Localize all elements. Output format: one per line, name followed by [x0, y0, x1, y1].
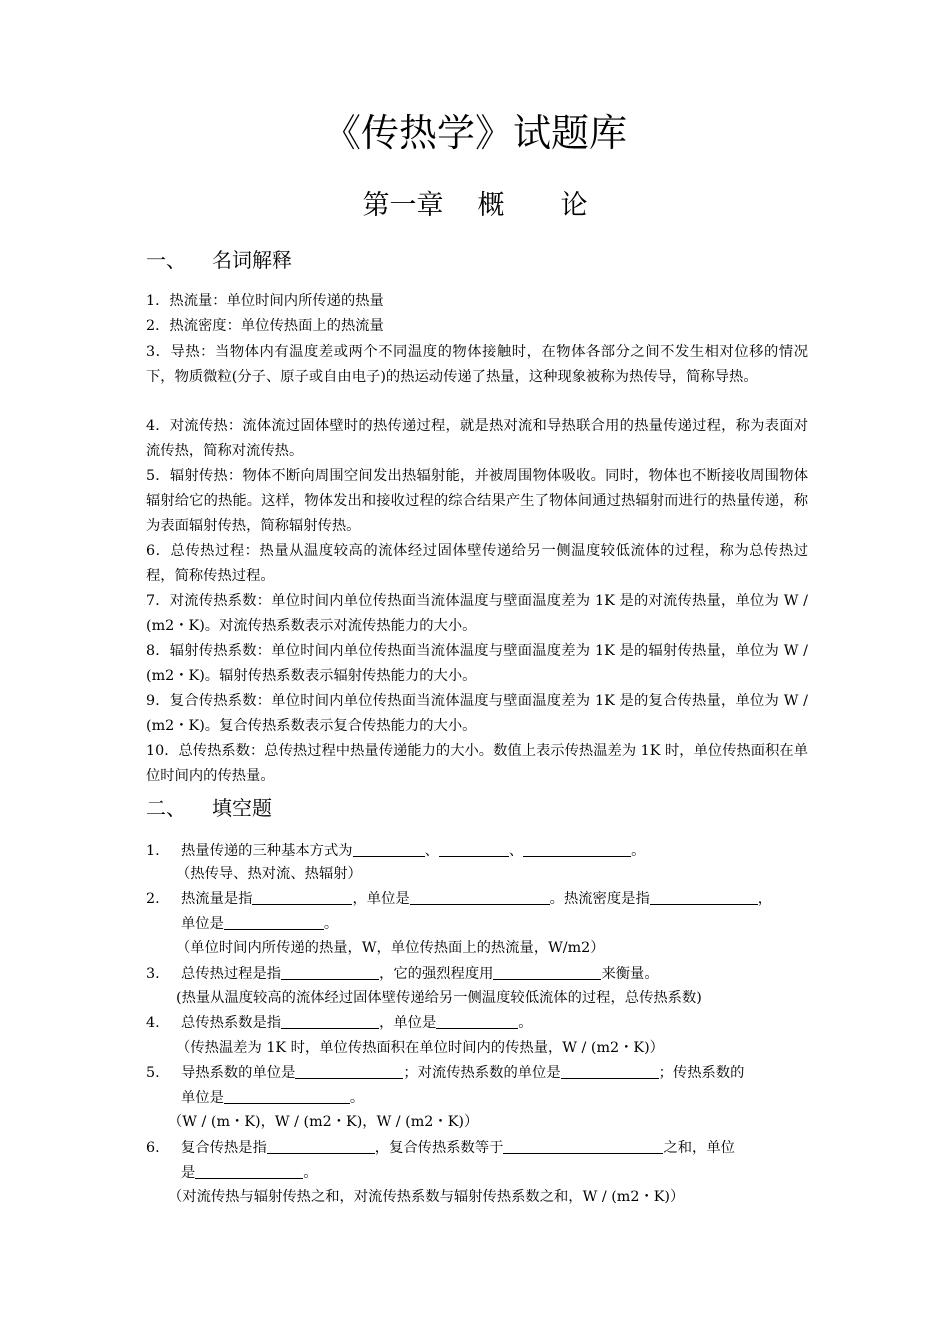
answer-blank: [493, 963, 601, 980]
chapter-heading: [0, 186, 950, 226]
question-text: ，单位是: [352, 891, 410, 907]
answer-blank: [295, 1062, 403, 1079]
answer-text: (热量从温度较高的流体经过固体壁传递给另一侧温度较低流体的过程，总传热系数): [176, 990, 702, 1006]
section-heading-fill-blank: [146, 793, 272, 823]
question-number: 6.: [146, 1140, 160, 1156]
question-text: ；传热系数的: [658, 1065, 745, 1081]
answer-text: （对流传热与辐射传热之和，对流传热系数与辐射传热系数之和，W / (m2・K)）: [168, 1189, 685, 1205]
question-text: ，单位是: [379, 1015, 437, 1031]
separator: 、: [508, 843, 524, 859]
question-number: 5.: [146, 1065, 160, 1081]
answer-blank: [281, 1012, 379, 1029]
question-number: 1.: [146, 843, 160, 859]
definition-item: 10．总传热系数：总传热过程中热量传递能力的大小。数值上表示传热温差为 1K 时，单位传热面积在单位时间内的传热量。: [146, 743, 808, 784]
question-text: 来衡量。: [601, 966, 659, 982]
document-title: 《传热学》试题库: [322, 111, 627, 155]
punctuation: ，: [757, 891, 773, 907]
answer-blank: [503, 1137, 663, 1154]
question-text: 总传热过程是指: [181, 966, 282, 982]
chapter-label: 第一章: [362, 190, 444, 221]
answer-blank: [252, 888, 352, 905]
answer-blank: [281, 963, 379, 980]
question-text: 单位是: [181, 916, 224, 932]
chapter-word-1: 概: [477, 190, 505, 221]
question-text: ，它的强烈程度用: [379, 966, 494, 982]
question-text: ；对流传热系数的单位是: [403, 1065, 561, 1081]
answer-text: （热传导、热对流、热辐射）: [176, 866, 362, 882]
question-6: [146, 1136, 808, 1186]
answer-text: （W / (m・K)，W / (m2・K)，W / (m2・K)）: [168, 1114, 479, 1130]
question-number: 2.: [146, 891, 160, 907]
answer-text: （传热温差为 1K 时，单位传热面积在单位时间内的传热量，W / (m2・K)）: [176, 1040, 664, 1056]
question-text: 复合传热是指: [181, 1140, 267, 1156]
punctuation: 。: [631, 843, 646, 859]
definition-item: 6．总传热过程：热量从温度较高的流体经过固体壁传递给另一侧温度较低流体的过程，称为总传热过程，简称传热过程。: [146, 543, 808, 584]
definition-item: 7．对流传热系数：单位时间内单位传热面当流体温度与壁面温度差为 1K 是的对流传热量，单位为 W / (m2・K)。对流传热系数表示对流传热能力的大小。: [146, 593, 808, 634]
section-title: 名词解释: [212, 248, 292, 272]
definition-item: 1．热流量：单位时间内所传递的热量: [146, 293, 384, 309]
definition-item: 3．导热：当物体内有温度差或两个不同温度的物体接触时，在物体各部分之间不发生相对位移的情况下，物质微粒(分子、原子或自由电子)的热运动传递了热量，这种现象被称为热传导，简称导热。: [146, 344, 808, 385]
question-3: [146, 962, 808, 987]
answer-blank: [353, 840, 425, 857]
punctuation: 。: [349, 1090, 365, 1106]
section-title: 填空题: [212, 796, 272, 820]
section-number: 一、: [146, 248, 186, 272]
punctuation: 。: [518, 1015, 533, 1031]
answer-blank: [650, 888, 758, 905]
punctuation: 。: [303, 1165, 318, 1181]
answer-blank: [224, 1087, 350, 1104]
question-5: [146, 1061, 808, 1111]
answer-blank: [410, 888, 550, 905]
answer-blank: [267, 1137, 375, 1154]
definition-item: 4．对流传热：流体流过固体壁时的热传递过程，就是热对流和导热联合用的热量传递过程，称为表面对流传热，简称对流传热。: [146, 418, 808, 459]
definition-item: 8．辐射传热系数：单位时间内单位传热面当流体温度与壁面温度差为 1K 是的辐射传热量，单位为 W / (m2・K)。辐射传热系数表示辐射传热能力的大小。: [146, 643, 808, 684]
question-2: [146, 887, 808, 937]
question-text: 热流量是指: [181, 891, 253, 907]
definition-item: 2．热流密度：单位传热面上的热流量: [146, 318, 384, 334]
answer-blank: [523, 840, 631, 857]
question-text: 之和，单位: [663, 1140, 735, 1156]
definition-item: 9．复合传热系数：单位时间内单位传热面当流体温度与壁面温度差为 1K 是的复合传热量，单位为 W / (m2・K)。复合传热系数表示复合传热能力的大小。: [146, 693, 808, 734]
question-text: ，复合传热系数等于: [374, 1140, 504, 1156]
answer-blank: [561, 1062, 659, 1079]
question-text: 单位是: [181, 1090, 224, 1106]
question-number: 4.: [146, 1015, 160, 1031]
question-text: 是: [181, 1165, 196, 1181]
question-1: [146, 839, 808, 864]
question-text: 。热流密度是指: [549, 891, 650, 907]
section-number: 二、: [146, 796, 186, 820]
answer-text: （单位时间内所传递的热量，W，单位传热面上的热流量，W/m2）: [176, 940, 605, 956]
definition-item: 5．辐射传热：物体不断向周围空间发出热辐射能，并被周围物体吸收。同时，物体也不断接收周围物体辐射给它的热能。这样，物体发出和接收过程的综合结果产生了物体间通过热辐射而进行的热量传递，称为表面辐射传热，简称辐射传热。: [146, 468, 808, 534]
section-heading-terms: [146, 245, 292, 275]
chapter-word-2: 论: [560, 190, 588, 221]
answer-blank: [436, 1012, 518, 1029]
question-4: [146, 1011, 808, 1036]
question-text: 总传热系数是指: [181, 1015, 282, 1031]
question-number: 3.: [146, 966, 160, 982]
answer-blank: [224, 913, 324, 930]
punctuation: 。: [323, 916, 339, 932]
separator: 、: [424, 843, 439, 859]
answer-blank: [439, 840, 509, 857]
answer-blank: [195, 1162, 303, 1179]
question-text: 导热系数的单位是: [181, 1065, 296, 1081]
question-text: 热量传递的三种基本方式为: [181, 843, 353, 859]
